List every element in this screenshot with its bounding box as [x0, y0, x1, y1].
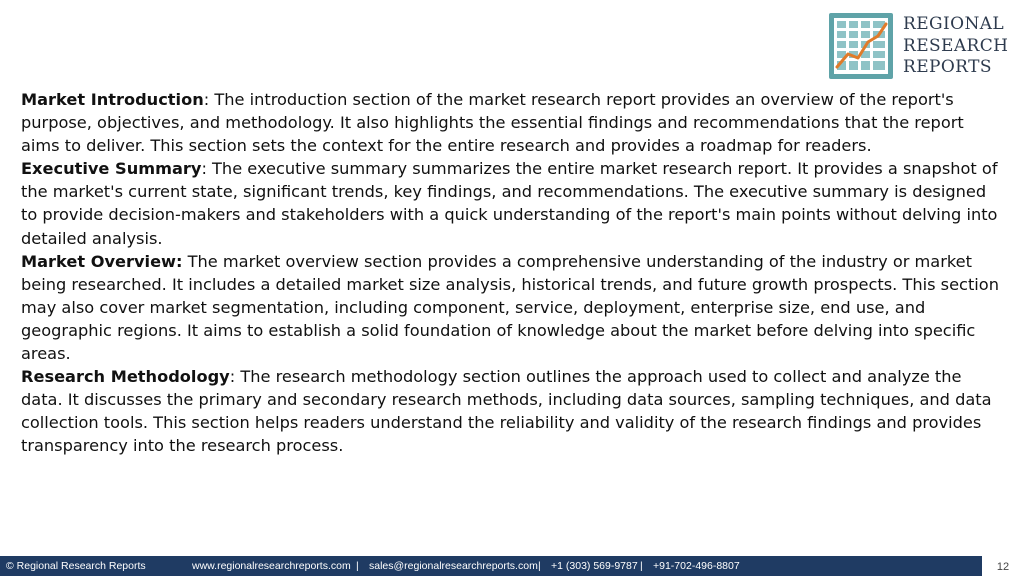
- footer-website-link[interactable]: www.regionalresearchreports.com: [192, 560, 351, 572]
- footer-separator: |: [640, 560, 643, 572]
- report-sections: [21, 88, 1006, 458]
- footer-copyright: © Regional Research Reports: [6, 560, 146, 572]
- section-separator: :: [203, 90, 215, 109]
- section-heading: Market Introduction: [21, 90, 204, 109]
- footer-bar: [0, 556, 982, 576]
- footer-email-link[interactable]: sales@regionalresearchreports.com: [369, 560, 538, 572]
- page-number: 12: [982, 556, 1024, 576]
- section-research-methodology: [21, 365, 1006, 457]
- section-heading: Research Methodology: [21, 367, 230, 387]
- section-text: The market overview section provides a comprehensive understanding of the industry or market being researched. It includes a detailed market size analysis, historical trends, and future growth prospects. This section may also cover market segmentation, including component, service, deployment, enterprise size, end use, and geographic regions. It aims to establish a solid foundation of knowledge about the market before delving into specific areas.: [21, 251, 999, 364]
- section-heading: Market Overview:: [21, 251, 183, 271]
- section-text: The research methodology section outlines the approach used to collect and analyze the data. It discusses the primary and secondary research methods, including data sources, sampling techniques, and data collection tools. This section helps readers understand the reliability and validity of the research findings and provides transparency into the research process.: [21, 367, 992, 456]
- footer-separator: |: [538, 560, 541, 572]
- logo-line-3: REPORTS: [903, 57, 992, 77]
- section-text: The executive summary summarizes the entire market research report. It provides a snapshot of the market's current state, significant trends, key findings, and recommendations. The executive summary is designed to provide decision-makers and stakeholders with a quick understanding of the report's main points without delving into detailed analysis.: [21, 159, 998, 248]
- logo-line-1: REGIONAL: [903, 14, 1005, 34]
- section-text: The introduction section of the market research report provides an overview of the report's purpose, objectives, and methodology. It also highlights the essential findings and recommendations that the report aims to deliver. This section sets the context for the entire research and provides a roadmap for readers.: [21, 90, 964, 156]
- section-heading: Executive Summary: [21, 159, 202, 179]
- footer-phone-us: +1 (303) 569-9787: [551, 560, 638, 572]
- section-separator: :: [201, 159, 213, 179]
- section-executive-summary: [21, 157, 1006, 249]
- footer-phone-india: +91-702-496-8807: [653, 560, 740, 572]
- section-separator: :: [229, 367, 241, 387]
- footer-separator: |: [356, 560, 359, 572]
- logo-wordmark: [903, 14, 1008, 79]
- section-market-introduction: [21, 88, 1006, 157]
- company-logo: [828, 12, 1018, 82]
- chart-logo-icon: [828, 12, 894, 80]
- logo-line-2: RESEARCH: [903, 35, 1009, 56]
- section-market-overview: [21, 250, 1006, 365]
